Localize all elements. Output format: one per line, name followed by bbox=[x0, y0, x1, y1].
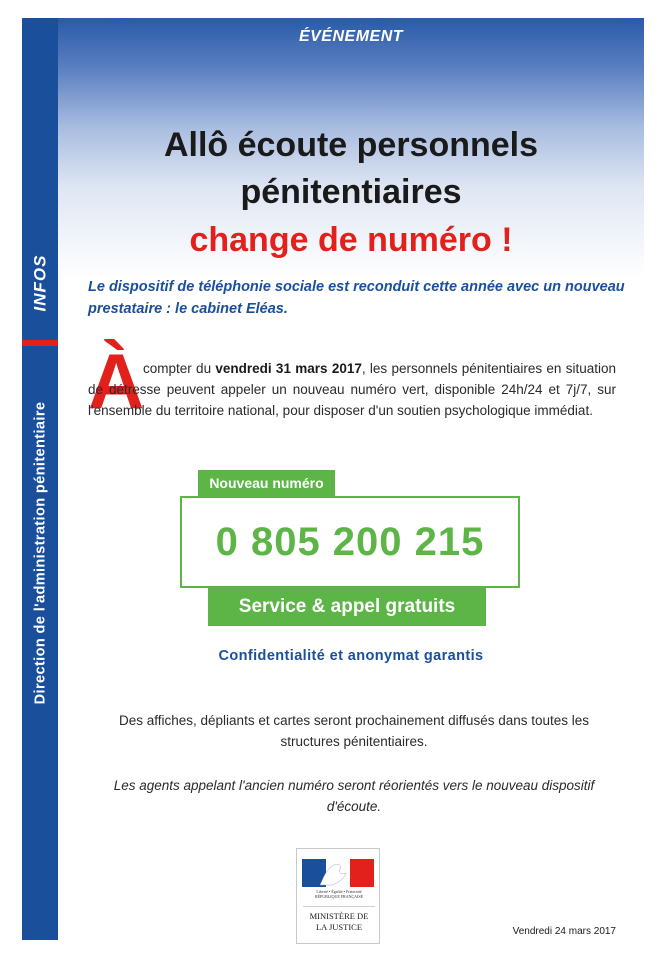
title-highlight: change de numéro ! bbox=[189, 221, 513, 259]
dropcap-indent bbox=[88, 372, 143, 373]
logo-ministry-line-1: MINISTÈRE DE bbox=[309, 911, 369, 921]
logo-ministry-line-2: LA JUSTICE bbox=[315, 922, 363, 932]
drop-cap: À bbox=[88, 337, 145, 425]
sidebar-direction-label bbox=[22, 358, 58, 748]
body-bold-date: vendredi 31 mars 2017 bbox=[215, 361, 362, 376]
marianne-flag-icon bbox=[302, 859, 374, 887]
sidebar-infos-text: INFOS bbox=[30, 254, 50, 312]
article-page bbox=[58, 18, 644, 940]
sidebar bbox=[22, 18, 58, 940]
sidebar-direction-text: Direction de l'administration pénitentiaire bbox=[32, 401, 49, 705]
body-part-1: compter du bbox=[143, 361, 212, 376]
sidebar-infos-label bbox=[22, 238, 58, 328]
logo-republic: RÉPUBLIQUE FRANÇAISE bbox=[314, 894, 364, 899]
new-number-label: Nouveau numéro bbox=[198, 470, 335, 496]
redirect-paragraph: Les agents appelant l'ancien numéro seront réorientés vers le nouveau dispositif d'écoute. bbox=[113, 778, 595, 814]
body-part-2: , les personnels pénitentiaires en situation de détresse peuvent appeler un nouveau numéro vert, disponible 24h/24 et 7j/7, sur l'ensemble du territoire national, pour disposer d'un soutien psychologique immédiat. bbox=[88, 361, 616, 418]
body-paragraph bbox=[88, 358, 616, 421]
free-service-banner: Service & appel gratuits bbox=[208, 588, 486, 626]
title-line-2: pénitentiaires bbox=[240, 173, 462, 211]
hotline-number: 0 805 200 215 bbox=[215, 519, 485, 564]
logo-motto-block bbox=[297, 889, 381, 899]
ministry-logo bbox=[296, 848, 380, 944]
publication-date: Vendredi 24 mars 2017 bbox=[512, 926, 616, 937]
sidebar-red-divider bbox=[22, 340, 58, 346]
hotline-number-box bbox=[180, 496, 520, 588]
logo-divider bbox=[303, 906, 375, 907]
section-label: ÉVÉNEMENT bbox=[298, 28, 404, 45]
title-line-1: Allô écoute personnels bbox=[163, 126, 539, 164]
confidentiality-note: Confidentialité et anonymat garantis bbox=[218, 648, 484, 664]
lead-paragraph: Le dispositif de téléphonie sociale est reconduit cette année avec un nouveau prestataire : le cabinet Eléas. bbox=[88, 279, 625, 317]
distribution-paragraph: Des affiches, dépliants et cartes seront prochainement diffusés dans toutes les structures pénitentiaires. bbox=[118, 713, 590, 749]
logo-motto: Liberté • Égalité • Fraternité bbox=[316, 889, 362, 894]
logo-ministry-name bbox=[297, 911, 381, 933]
page-title bbox=[58, 122, 644, 216]
